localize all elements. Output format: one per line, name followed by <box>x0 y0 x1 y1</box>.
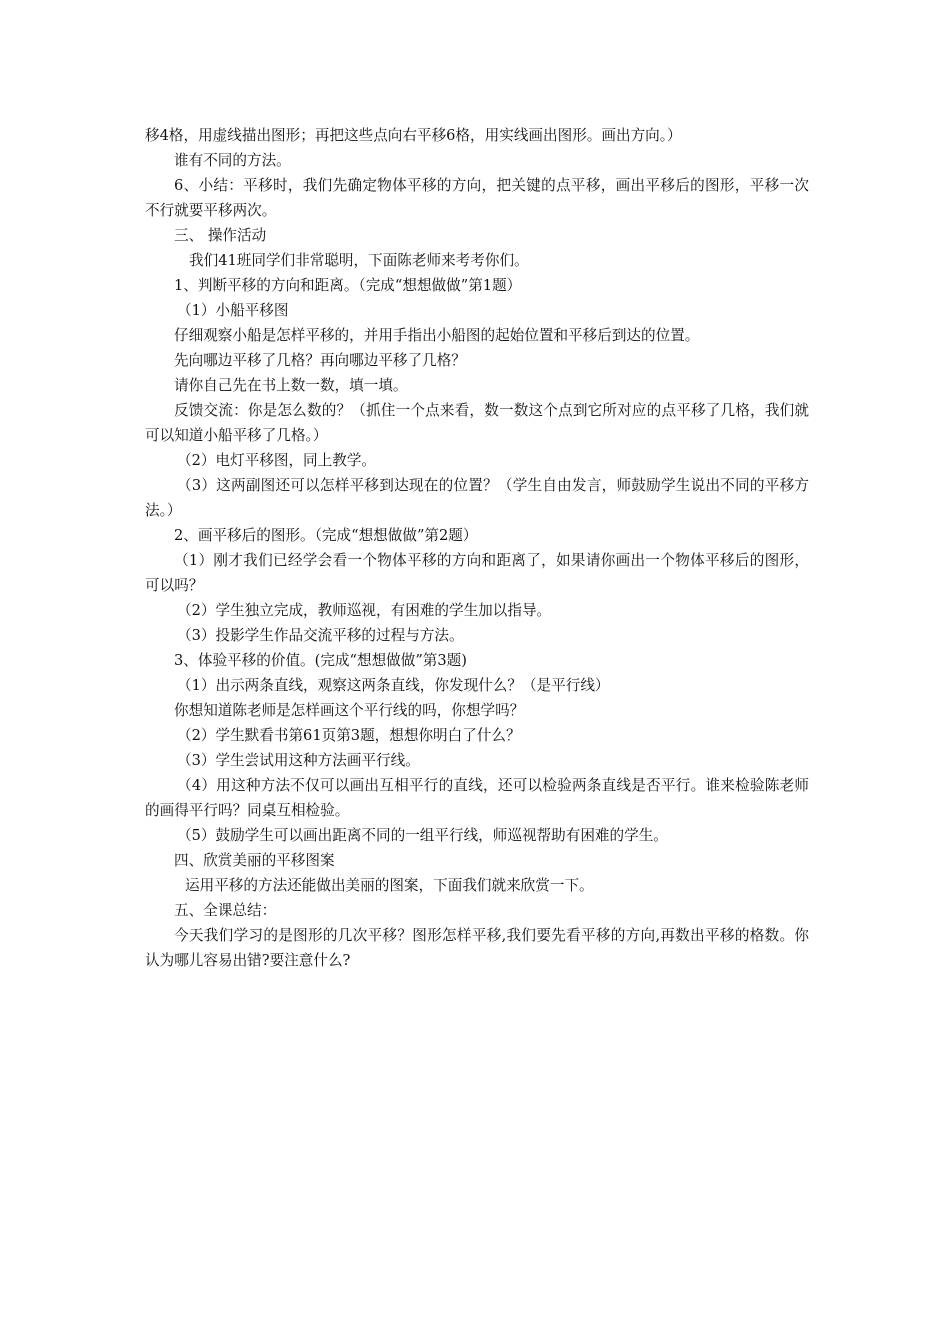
paragraph-13: （3）这两副图还可以怎样平移到达现在的位置？（学生自由发言，师鼓励学生说出不同的平移方法。） <box>145 477 809 519</box>
paragraph-1: 移4格，用虚线描出图形；再把这些点向右平移6格，用实线画出图形。画出方向。） <box>145 127 682 144</box>
paragraph-15: （1）刚才我们已经学会看一个物体平移的方向和距离了，如果请你画出一个物体平移后的图形，可以吗？ <box>145 552 809 594</box>
paragraph-18: 3、体验平移的价值。(完成“想想做做”第3题) <box>174 652 467 669</box>
document-page <box>145 123 809 973</box>
paragraph-9: 先向哪边平移了几格？再向哪边平移了几格？ <box>174 352 466 369</box>
section-heading-3: 三、 操作活动 <box>174 227 267 244</box>
paragraph-28: 今天我们学习的是图形的几次平移？图形怎样平移,我们要先看平移的方向,再数出平移的格数。你认为哪儿容易出错?要注意什么? <box>145 927 809 969</box>
section-heading-4: 四、欣赏美丽的平移图案 <box>174 852 335 869</box>
paragraph-12: （2）电灯平移图，同上教学。 <box>177 452 377 469</box>
paragraph-8: 仔细观察小船是怎样平移的，并用手指出小船图的起始位置和平移后到达的位置。 <box>174 327 700 344</box>
paragraph-22: （3）学生尝试用这种方法画平行线。 <box>177 752 420 769</box>
paragraph-6: 1、判断平移的方向和距离。（完成“想想做做”第1题） <box>174 277 522 294</box>
section-heading-5: 五、全课总结： <box>174 902 277 919</box>
paragraph-24: （5）鼓励学生可以画出距离不同的一组平行线，师巡视帮助有困难的学生。 <box>177 827 668 844</box>
paragraph-14: 2、画平移后的图形。（完成“想想做做”第2题） <box>174 527 478 544</box>
paragraph-16: （2）学生独立完成，教师巡视，有困难的学生加以指导。 <box>177 602 552 619</box>
paragraph-3: 6、小结：平移时，我们先确定物体平移的方向，把关键的点平移，画出平移后的图形，平移一次不行就要平移两次。 <box>145 177 809 219</box>
paragraph-7: （1）小船平移图 <box>177 302 289 319</box>
paragraph-21: （2）学生默看书第61页第3题，想想你明白了什么？ <box>177 727 521 744</box>
paragraph-23: （4）用这种方法不仅可以画出互相平行的直线，还可以检验两条直线是否平行。谁来检验陈老师的画得平行吗？同桌互相检验。 <box>145 777 809 819</box>
paragraph-11: 反馈交流：你是怎么数的？（抓住一个点来看，数一数这个点到它所对应的点平移了几格，我们就可以知道小船平移了几格。） <box>145 402 809 444</box>
paragraph-26: 运用平移的方法还能做出美丽的图案，下面我们就来欣赏一下。 <box>185 877 594 894</box>
paragraph-5: 我们41班同学们非常聪明，下面陈老师来考考你们。 <box>189 252 529 269</box>
paragraph-10: 请你自己先在书上数一数，填一填。 <box>174 377 408 394</box>
paragraph-20: 你想知道陈老师是怎样画这个平行线的吗，你想学吗？ <box>174 702 525 719</box>
paragraph-2: 谁有不同的方法。 <box>174 152 291 169</box>
paragraph-19: （1）出示两条直线，观察这两条直线，你发现什么？（是平行线） <box>177 677 610 694</box>
paragraph-17: （3）投影学生作品交流平移的过程与方法。 <box>177 627 464 644</box>
